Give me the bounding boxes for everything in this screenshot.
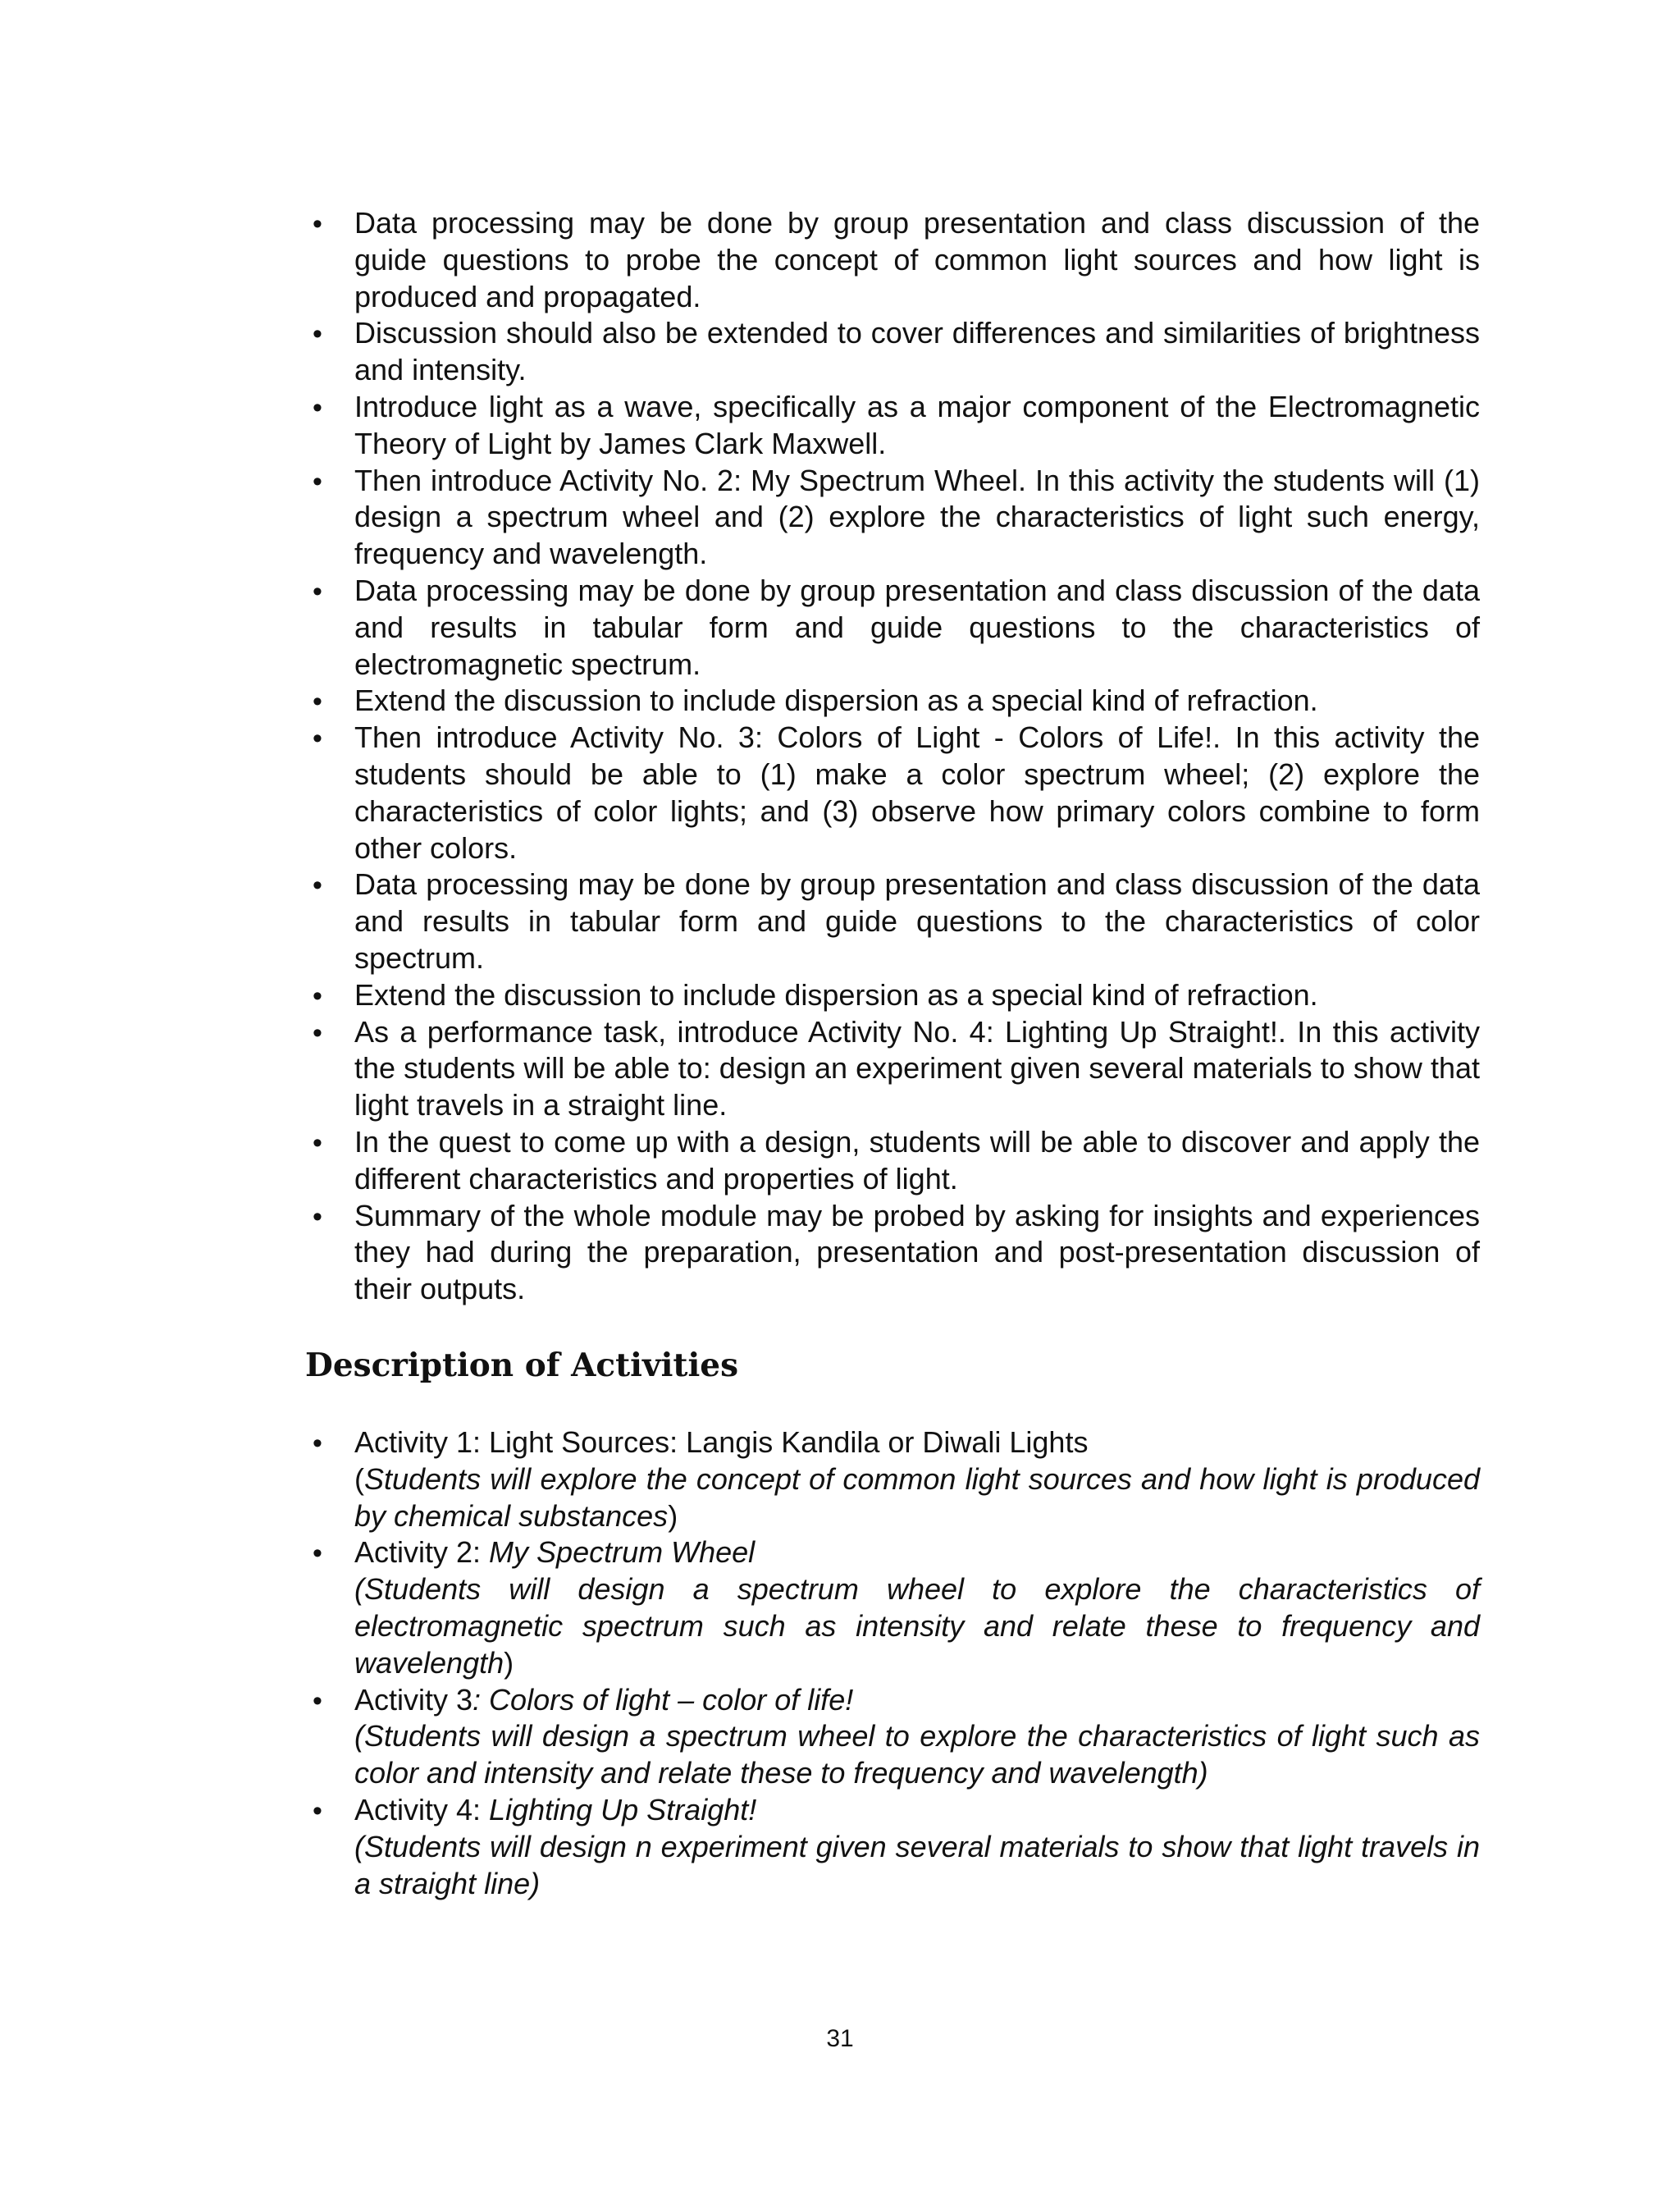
activity-description xyxy=(354,1571,1480,1681)
bullet-icon xyxy=(305,315,330,353)
activity-heading xyxy=(354,1682,1480,1719)
activity-title: My Spectrum Wheel xyxy=(489,1535,756,1570)
list-item xyxy=(354,389,1480,463)
bullet-icon xyxy=(305,205,330,243)
bullet-text: Data processing may be done by group presentation and class discussion of the data and results in tabular form and guide questions to the characteristics of color spectrum. xyxy=(354,867,1480,975)
bullet-icon xyxy=(305,866,330,904)
activity-prefix: Activity 4: xyxy=(354,1792,490,1827)
bullet-text: In the quest to come up with a design, students will be able to discover and apply the different characteristics and properties of light. xyxy=(354,1124,1480,1196)
list-item xyxy=(354,1014,1480,1124)
bullet-text: Data processing may be done by group presentation and class discussion of the data and results in tabular form and guide questions to the characteristics of electromagnetic spectrum. xyxy=(354,573,1480,681)
bullet-text: As a performance task, introduce Activity No. 4: Lighting Up Straight!. In this activity the students will be able to: design an experiment given several materials to show that light travels in a straight line. xyxy=(354,1014,1480,1122)
list-item xyxy=(354,683,1480,720)
activity-prefix: Activity 1: Light Sources: Langis Kandila or Diwali Lights xyxy=(354,1425,1089,1459)
list-item xyxy=(354,1198,1480,1308)
activity-description xyxy=(354,1829,1480,1903)
bullet-icon xyxy=(305,389,330,427)
activity-heading xyxy=(354,1534,1480,1571)
activity-description-text: Students will explore the concept of common light sources and how light is produced by chemical substances xyxy=(354,1461,1480,1533)
bullet-icon xyxy=(305,720,330,757)
bullet-text: Data processing may be done by group presentation and class discussion of the guide questions to probe the concept of common light sources and how light is produced and propagated. xyxy=(354,206,1480,313)
page-number: 31 xyxy=(826,2025,854,2052)
activity-item xyxy=(354,1792,1480,1902)
activity-description xyxy=(354,1718,1480,1792)
bullet-text: Summary of the whole module may be probed by asking for insights and experiences they had during the preparation, presentation and post-presentation discussion of their outputs. xyxy=(354,1198,1480,1306)
guide-bullet-list xyxy=(354,205,1480,1308)
bullet-icon xyxy=(305,573,330,610)
activity-prefix: Activity 2: xyxy=(354,1535,490,1570)
paren-open: ( xyxy=(354,1461,364,1496)
bullet-icon xyxy=(305,463,330,501)
activity-item xyxy=(354,1534,1480,1681)
list-item xyxy=(354,720,1480,866)
bullet-text: Extend the discussion to include dispersion as a special kind of refraction. xyxy=(354,684,1318,718)
bullet-text: Then introduce Activity No. 3: Colors of Light - Colors of Life!. In this activity the students should be able to (1) make a color spectrum wheel; (2) explore the characteristics of color lights; and (3) observe how primary colors combine to form other colors. xyxy=(354,720,1480,865)
bullet-text: Discussion should also be extended to cover differences and similarities of brightness and intensity. xyxy=(354,316,1480,387)
paren-close: ) xyxy=(668,1498,678,1533)
activity-heading xyxy=(354,1424,1480,1461)
bullet-icon xyxy=(305,683,330,720)
bullet-icon xyxy=(305,1124,330,1162)
bullet-icon xyxy=(305,1014,330,1052)
list-item xyxy=(354,205,1480,315)
activity-heading xyxy=(354,1792,1480,1829)
list-item xyxy=(354,977,1480,1014)
activity-title: : Colors of light – color of life! xyxy=(472,1682,854,1717)
activity-description xyxy=(354,1461,1480,1535)
activities-list xyxy=(354,1424,1480,1902)
activity-title: Lighting Up Straight! xyxy=(489,1792,757,1827)
bullet-text: Introduce light as a wave, specifically as a major component of the Electromagnetic Theory of Light by James Clark Maxwell. xyxy=(354,389,1480,460)
bullet-icon xyxy=(305,1682,330,1720)
bullet-icon xyxy=(305,1424,330,1462)
bullet-icon xyxy=(305,977,330,1015)
activity-description-text: (Students will design a spectrum wheel to explore the characteristics of light such as color and intensity and relate these to frequency and wavelength) xyxy=(354,1719,1480,1790)
activity-description-text: (Students will design a spectrum wheel to explore the characteristics of electromagnetic spectrum such as intensity and relate these to frequency and wavelength xyxy=(354,1572,1480,1680)
bullet-text: Then introduce Activity No. 2: My Spectrum Wheel. In this activity the students will (1) design a spectrum wheel and (2) explore the characteristics of light such energy, frequency and wavelength. xyxy=(354,463,1480,571)
bullet-icon xyxy=(305,1792,330,1830)
list-item xyxy=(354,1124,1480,1198)
list-item xyxy=(354,463,1480,573)
list-item xyxy=(354,315,1480,389)
bullet-icon xyxy=(305,1198,330,1236)
list-item xyxy=(354,866,1480,976)
bullet-text: Extend the discussion to include dispersion as a special kind of refraction. xyxy=(354,977,1318,1012)
paren-close: ) xyxy=(504,1645,514,1680)
list-item xyxy=(354,573,1480,683)
activity-description-text: (Students will design n experiment given several materials to show that light travels in a straight line) xyxy=(354,1829,1480,1900)
activity-item xyxy=(354,1424,1480,1534)
activity-prefix: Activity 3 xyxy=(354,1682,473,1717)
bullet-icon xyxy=(305,1534,330,1572)
section-heading: Description of Activities xyxy=(305,1346,739,1384)
activity-item xyxy=(354,1682,1480,1792)
